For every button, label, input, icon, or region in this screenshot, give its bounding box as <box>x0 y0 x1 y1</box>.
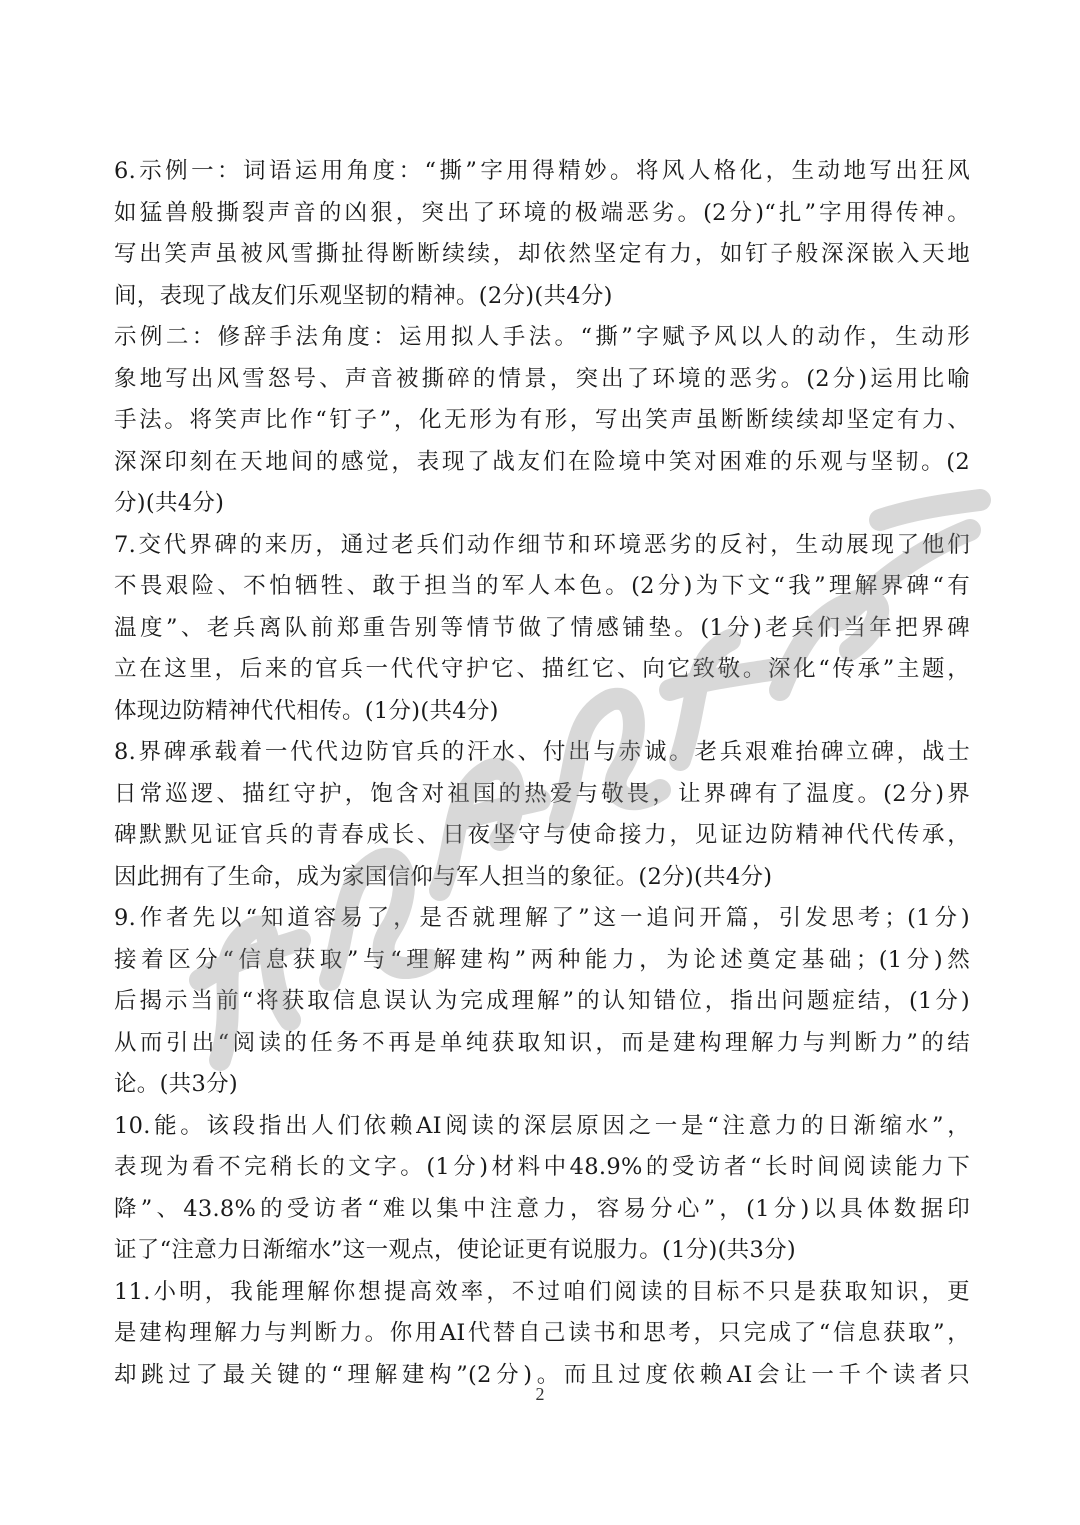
text-line: 11.小明，我能理解你想提高效率，不过咱们阅读的目标不只是获取知识，更 <box>114 1278 970 1305</box>
text-line: 写出笑声虽被风雪撕扯得断断续续，却依然坚定有力，如钉子般深深嵌入天地 <box>114 241 970 267</box>
text-line: 证了“注意力日渐缩水”这一观点，使论证更有说服力。(1分)(共3分) <box>114 1237 796 1263</box>
text-line: 7.交代界碑的来历，通过老兵们动作细节和环境恶劣的反衬，生动展现了他们 <box>114 531 970 558</box>
text-line: 9.作者先以“知道容易了，是否就理解了”这一追问开篇，引发思考；(1分) <box>114 905 970 931</box>
text-line: 日常巡逻、描红守护，饱含对祖国的热爱与敬畏，让界碑有了温度。(2分)界 <box>114 780 970 807</box>
text-line: 从而引出“阅读的任务不再是单纯获取知识，而是建构理解力与判断力”的结 <box>114 1029 970 1056</box>
text-line: 示例二：修辞手法角度：运用拟人手法。“撕”字赋予风以人的动作，生动形 <box>114 324 970 350</box>
text-line: 因此拥有了生命，成为家国信仰与军人担当的象征。(2分)(共4分) <box>114 863 773 890</box>
text-line: 后揭示当前“将获取信息误认为完成理解”的认知错位，指出问题症结，(1分) <box>114 988 970 1014</box>
text-line: 接着区分“信息获取”与“理解建构”两种能力，为论述奠定基础；(1分)然 <box>114 946 970 973</box>
text-line: 象地写出风雪怒号、声音被撕碎的情景，突出了环境的恶劣。(2分)运用比喻 <box>114 365 970 392</box>
text-line: 间，表现了战友们乐观坚韧的精神。(2分)(共4分) <box>114 282 613 309</box>
text-line: 不畏艰险、不怕牺牲、敢于担当的军人本色。(2分)为下文“我”理解界碑“有 <box>114 573 970 599</box>
text-line: 深深印刻在天地间的感觉，表现了战友们在险境中笑对困难的乐观与坚韧。(2 <box>114 448 970 475</box>
text-line: 却跳过了最关键的“理解建构”(2分)。而且过度依赖AI会让一千个读者只 <box>114 1361 970 1388</box>
text-line: 表现为看不完稍长的文字。(1分)材料中48.9%的受访者“长时间阅读能力下 <box>114 1154 970 1180</box>
text-line: 8.界碑承载着一代代边防官兵的汗水、付出与赤诚。老兵艰难抬碑立碑，战士 <box>114 739 970 765</box>
text-line: 分)(共4分) <box>114 490 225 516</box>
text-line: 论。(共3分) <box>114 1071 238 1097</box>
page-number: 2 <box>535 1384 545 1404</box>
text-line: 立在这里，后来的官兵一代代守护它、描红它、向它致敬。深化“传承”主题， <box>114 656 970 682</box>
text-line: 6.示例一：词语运用角度：“撕”字用得精妙。将风人格化，生动地写出狂风 <box>114 158 970 184</box>
text-line: 是建构理解力与判断力。你用AI代替自己读书和思考，只完成了“信息获取”， <box>114 1320 970 1346</box>
text-line: 如猛兽般撕裂声音的凶狠，突出了环境的极端恶劣。(2分)“扎”字用得传神。 <box>114 199 970 226</box>
text-line: 碑默默见证官兵的青春成长、日夜坚守与使命接力，见证边防精神代代传承， <box>114 822 970 848</box>
text-line: 温度”、老兵离队前郑重告别等情节做了情感铺垫。(1分)老兵们当年把界碑 <box>114 614 970 641</box>
answer-text-body <box>114 151 970 1396</box>
text-line: 降”、43.8%的受访者“难以集中注意力，容易分心”，(1分)以具体数据印 <box>114 1195 970 1222</box>
text-line: 体现边防精神代代相传。(1分)(共4分) <box>114 697 499 724</box>
text-line: 手法。将笑声比作“钉子”，化无形为有形，写出笑声虽断断续续却坚定有力、 <box>114 407 970 433</box>
text-line: 10.能。该段指出人们依赖AI阅读的深层原因之一是“注意力的日渐缩水”， <box>114 1112 970 1139</box>
